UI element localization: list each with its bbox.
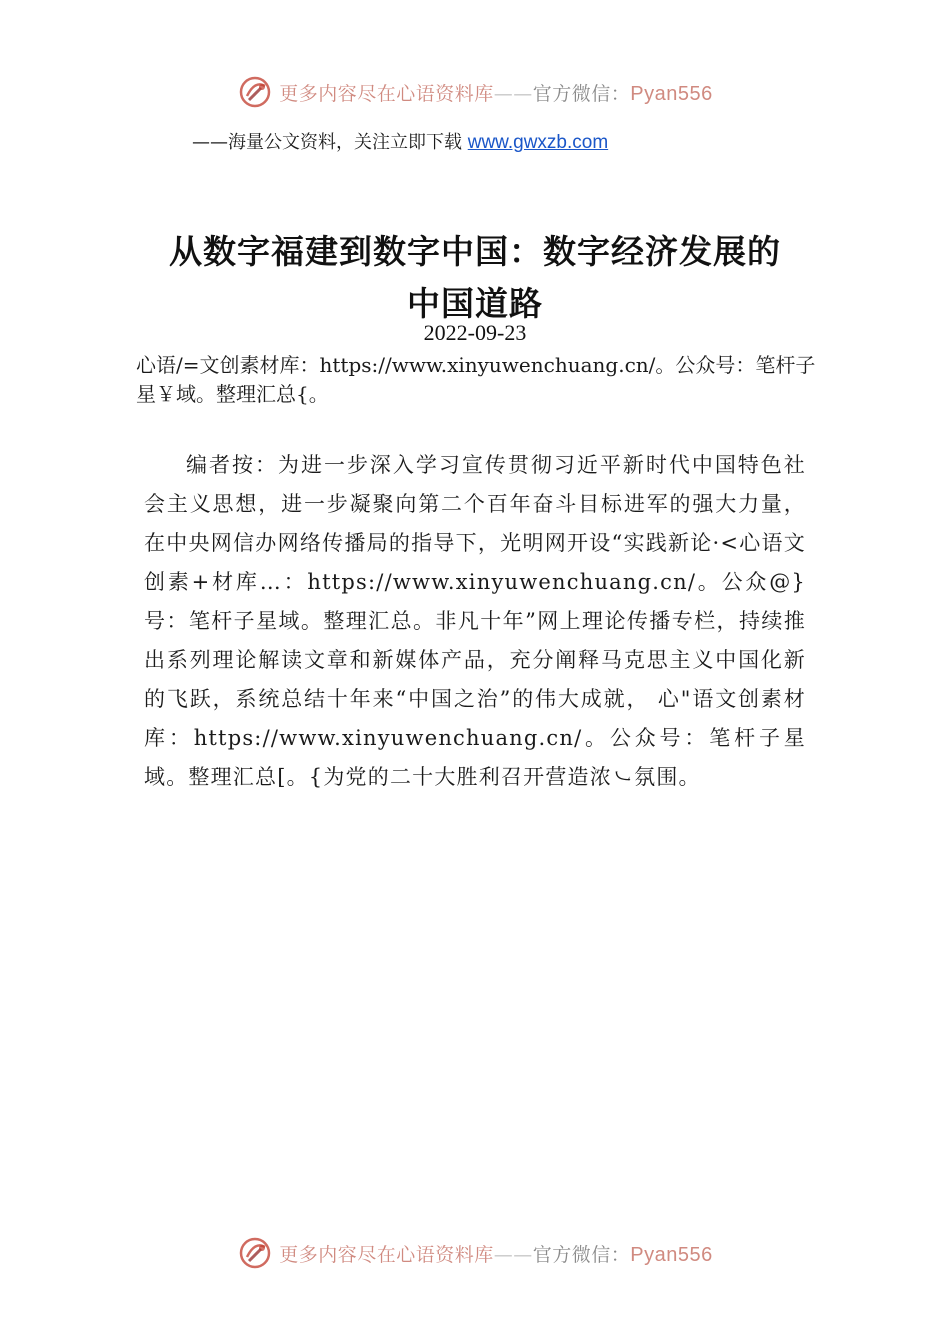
- header-banner: [0, 72, 950, 112]
- banner-main-text: 更多内容尽在心语资料库: [279, 82, 494, 105]
- title-line-1: 从数字福建到数字中国：数字经济发展的: [169, 232, 781, 271]
- banner-dash: ——: [493, 1243, 533, 1266]
- banner-wechat-label: 官方微信：: [532, 82, 631, 105]
- article-title: [100, 226, 850, 330]
- article-date: 2022-09-23: [423, 320, 527, 345]
- banner-text: [279, 79, 713, 106]
- title-line-2: 中国道路: [407, 284, 543, 323]
- banner-wechat-id: Pyan556: [630, 82, 713, 105]
- footer-banner: [0, 1233, 950, 1273]
- editor-note-paragraph: 编者按：为进一步深入学习宣传贯彻习近平新时代中国特色社会主义思想，进一步凝聚向第二个百年奋斗目标进军的强大力量，在中央网信办网络传播局的指导下，光明网开设“实践新论·<心语文创素+材库…：https://www.xinyuwenchuang.cn/。公众@}号：笔杆子星域。整理汇总。非凡十年”网上理论传播专栏，持续推出系列理论解读文章和新媒体产品，充分阐释马克思主义中国化新的飞跃，系统总结十年来“中国之治”的伟大成就， 心"语文创素材库：https://www.xinyuwenchuang.cn/。公众号：笔杆子星域。整理汇总[。{为党的二十大胜利召开营造浓㇃氛围。: [144, 453, 806, 789]
- banner-dash: ——: [493, 82, 533, 105]
- banner-wechat-label: 官方微信：: [532, 1243, 631, 1266]
- tagline-text: ——海量公文资料，关注立即下载: [192, 132, 468, 153]
- banner-main-text: 更多内容尽在心语资料库: [279, 1243, 494, 1266]
- download-link[interactable]: www.gwxzb.com: [467, 132, 609, 153]
- source-note: 心语/=文创素材库：https://www.xinyuwenchuang.cn/。公众号：笔杆子星￥域。整理汇总{。: [136, 353, 816, 406]
- tagline: [192, 128, 608, 154]
- brand-logo-icon: [237, 74, 273, 110]
- banner-text: [279, 1240, 713, 1267]
- brand-logo-icon: [237, 1235, 273, 1271]
- banner-wechat-id: Pyan556: [630, 1243, 713, 1266]
